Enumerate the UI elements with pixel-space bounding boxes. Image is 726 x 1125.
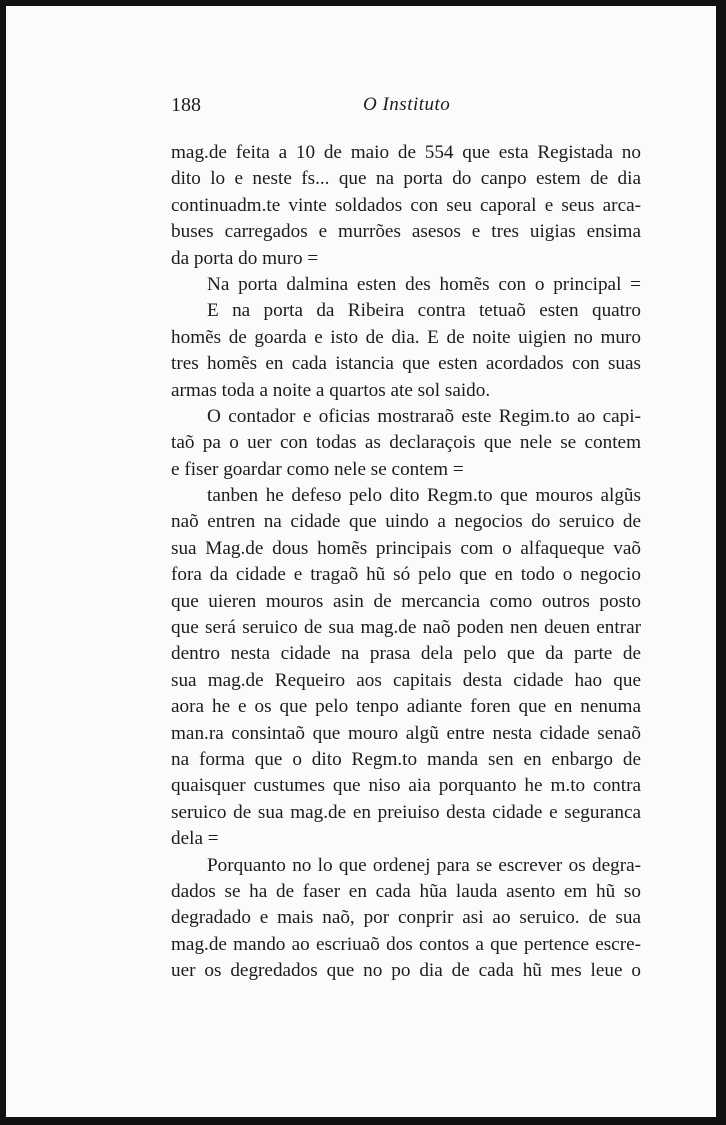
text-line: Na porta dalmina esten des homẽs con o principal =: [207, 273, 641, 295]
text-line: buses carregados e murrões asesos e tres uigias ensima: [171, 221, 641, 243]
text-line: uer os degredados que no po dia de cada hũ mes leue o: [171, 960, 641, 982]
text-line: mag.de feita a 10 de maio de 554 que esta Registada no: [171, 142, 641, 163]
text-line: Porquanto no lo que ordenej para se escrever os degra-: [207, 854, 641, 876]
text-line: dela =: [171, 828, 219, 850]
text-line: taõ pa o uer con todas as declaraçois que nele se contem: [171, 432, 641, 454]
text-line: aora he e os que pelo tenpo adiante foren que en nenuma: [171, 696, 641, 718]
text-line: degradado e mais naõ, por conprir asi ao seruico. de sua: [171, 907, 641, 929]
text-line: tanben he defeso pelo dito Regm.to que mouros algũs: [207, 485, 641, 507]
text-line: dito lo e neste fs... que na porta do canpo estem de dia: [171, 168, 641, 190]
text-line: que será seruico de sua mag.de naõ poden nen deuen entrar: [171, 617, 641, 639]
text-line: que uieren mouros asin de mercancia como outros posto: [171, 590, 641, 612]
text-line: continuadm.te vinte soldados con seu caporal e seus arca-: [171, 194, 641, 216]
body-text: [171, 140, 641, 985]
text-line: dados se ha de faser en cada hũa lauda asento em hũ so: [171, 880, 641, 902]
text-line: quaisquer custumes que niso aia porquanto he m.to contra: [171, 775, 641, 797]
text-line: O contador e oficias mostraraõ este Regim.to ao capi-: [207, 405, 641, 427]
text-line: dentro nesta cidade na prasa dela pelo que da parte de: [171, 643, 641, 665]
text-line: mag.de mando ao escriuaõ dos contos a que pertence escre-: [171, 933, 641, 955]
text-line: na forma que o dito Regm.to manda sen en enbargo de: [171, 748, 641, 770]
text-line: da porta do muro =: [171, 247, 319, 269]
running-title: O Instituto: [363, 94, 451, 115]
text-line: tres homẽs en cada istancia que esten acordados con suas: [171, 353, 641, 375]
page-header: [171, 94, 641, 122]
text-line: seruico de sua mag.de en preiuiso desta cidade e seguranca: [171, 801, 641, 823]
text-line: sua mag.de Requeiro aos capitais desta cidade hao que: [171, 669, 641, 691]
text-line: homẽs de goarda e isto de dia. E de noite uigien no muro: [171, 326, 641, 348]
text-line: armas toda a noite a quartos ate sol saido.: [171, 379, 491, 401]
text-line: naõ entren na cidade que uindo a negocios do seruico de: [171, 511, 641, 533]
text-line: sua Mag.de dous homẽs principais com o alfaqueque vaõ: [171, 537, 641, 559]
text-line: e fiser goardar como nele se contem =: [171, 458, 464, 480]
page-number: 188: [171, 94, 201, 116]
text-line: fora da cidade e tragaõ hũ só pelo que en todo o negocio: [171, 564, 641, 586]
text-line: E na porta da Ribeira contra tetuaõ esten quatro: [207, 300, 641, 322]
text-line: man.ra consintaõ que mouro algũ entre nesta cidade senaõ: [171, 722, 641, 744]
